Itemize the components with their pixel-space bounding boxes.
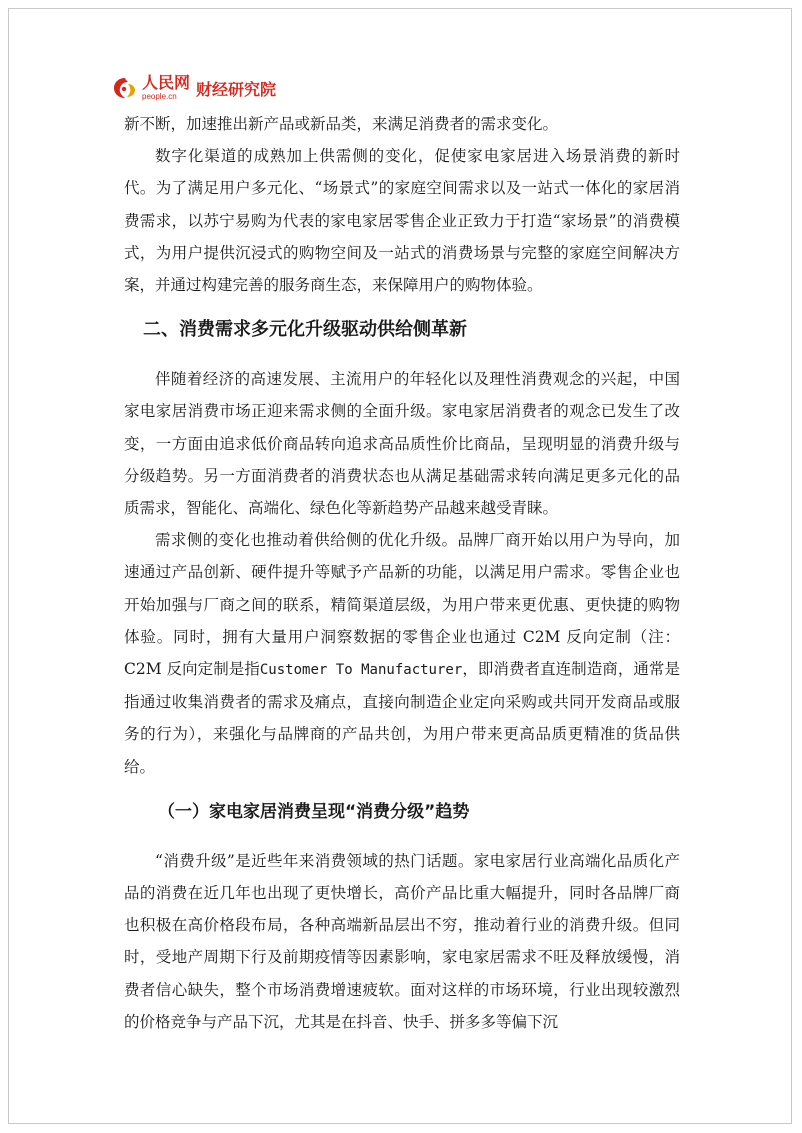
page-header bbox=[112, 72, 276, 104]
logo-brand-text: 人民网 bbox=[142, 73, 191, 92]
subsection-heading-1: （一）家电家居消费呈现“消费分级”趋势 bbox=[158, 801, 470, 822]
paragraph-continuation: 新不断，加速推出新产品或新品类，来满足消费者的需求变化。 bbox=[124, 115, 559, 133]
paragraph-demand-upgrade: 伴随着经济的高速发展、主流用户的年轻化以及理性消费观念的兴起，中国家电家居消费市场正迎来需求侧的全面升级。家电家居消费者的观念已发生了改变，一方面由追求低价商品转向追求高品质性价比商品，呈现明显的消费升级与分级趋势。另一方面消费者的消费状态也从满足基础需求转向满足更多元化的品质需求，智能化、高端化、绿色化等新趋势产品越来越受青睐。 bbox=[124, 370, 680, 518]
paragraph-scene-consumption: 数字化渠道的成熟加上供需侧的变化，促使家电家居进入场景消费的新时代。为了满足用户多元化、“场景式”的家庭空间需求以及一站式一体化的家居消费需求，以苏宁易购为代表的家电家居零售企业正致力于打造“家场景”的消费模式，为用户提供沉浸式的购物空间及一站式的消费场景与完整的家庭空间解决方案，并通过构建完善的服务商生态，来保障用户的购物体验。 bbox=[124, 147, 680, 295]
logo-wordmark bbox=[142, 75, 190, 101]
c2m-term: Customer To Manufacturer bbox=[259, 662, 463, 679]
paragraph-consumption-tiering: “消费升级”是近些年来消费领域的热门话题。家电家居行业高端化品质化产品的消费在近几年也出现了更快增长，高价产品比重大幅提升，同时各品牌厂商也积极在高价格段布局，各种高端新品层出不穷，推动着行业的消费升级。但同时，受地产周期下行及前期疫情等因素影响，家电家居需求不旺及释放缓慢，消费者信心缺失，整个市场消费增速疲软。面对这样的市场环境，行业出现较激烈的价格竞争与产品下沉，尤其是在抖音、快手、拼多多等偏下沉 bbox=[124, 851, 680, 1031]
document-body bbox=[124, 108, 680, 1038]
section-heading-2: 二、消费需求多元化升级驱动供给侧革新 bbox=[143, 319, 467, 341]
people-logo-icon bbox=[112, 76, 138, 100]
logo-domain-text: people.cn bbox=[142, 92, 177, 101]
header-title: 财经研究院 bbox=[196, 79, 277, 99]
paragraph-supply-upgrade bbox=[124, 524, 680, 783]
paragraph-supply-upgrade-text-2: ，即消费者直连制造商，通常是指通过收集消费者的需求及痛点，直接向制造企业定向采购或共同开发商品或服务的行为），来强化与品牌商的产品共创，为用户带来更高品质更精准的货品供给。 bbox=[124, 660, 680, 776]
paragraph-supply-upgrade-text-1: 需求侧的变化也推动着供给侧的优化升级。品牌厂商开始以用户为导向，加速通过产品创新、硬件提升等赋予产品新的功能，以满足用户需求。零售企业也开始加强与厂商之间的联系，精简渠道层级，为用户带来更优惠、更快捷的购物体验。同时，拥有大量用户洞察数据的零售企业也通过 C2M 反向定制（注：C2M 反向定制是指 bbox=[124, 531, 680, 679]
